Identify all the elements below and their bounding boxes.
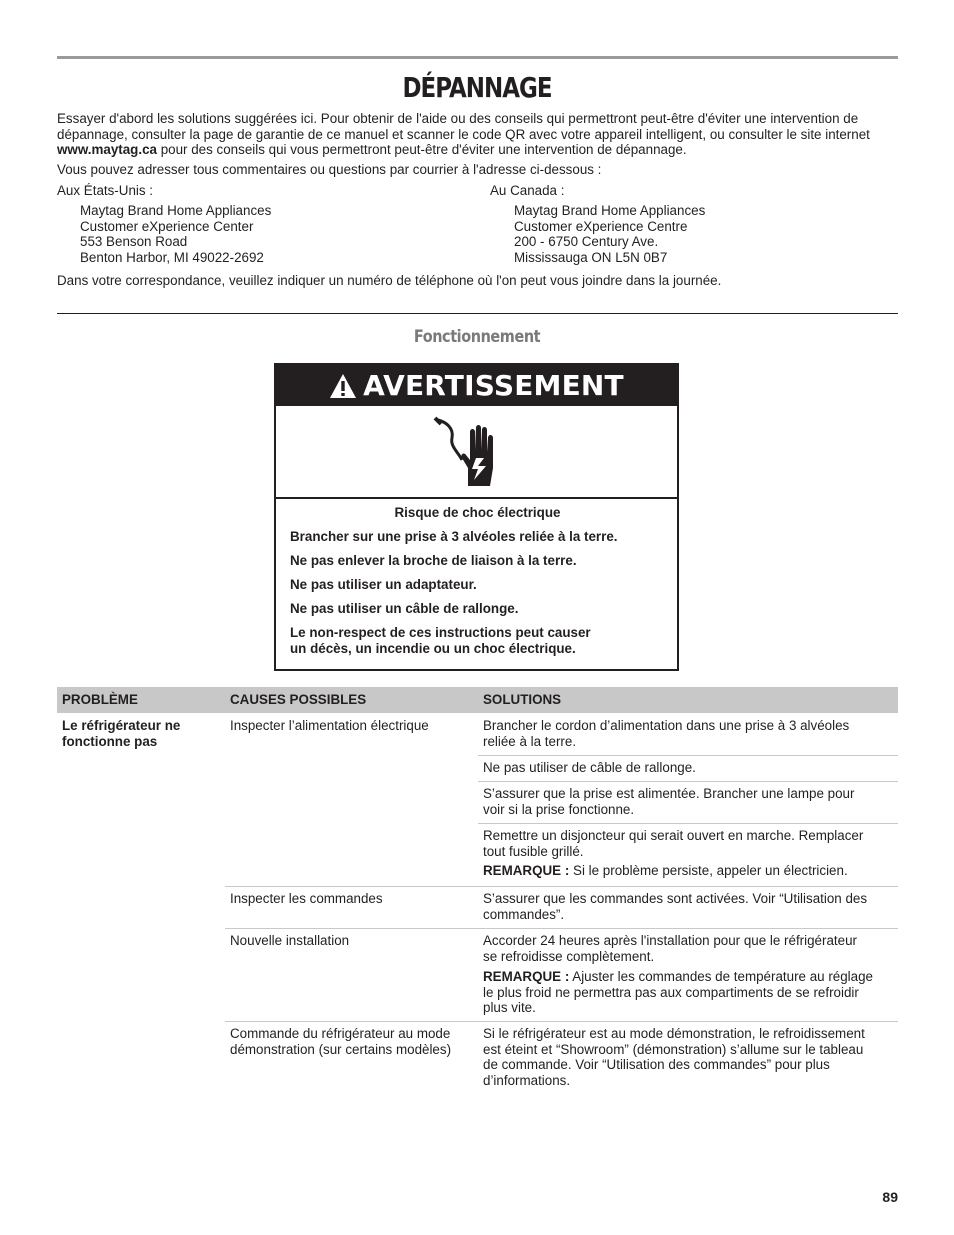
header-causes: CAUSES POSSIBLES bbox=[230, 692, 367, 707]
page-number: 89 bbox=[882, 1189, 898, 1205]
row-divider bbox=[478, 755, 898, 756]
cause-demo bbox=[230, 1026, 451, 1057]
ca-address bbox=[514, 203, 705, 265]
section-rule bbox=[57, 313, 898, 314]
mail-intro: Vous pouvez adresser tous commentaires ou questions par courrier à l'adresse ci-dessous : bbox=[57, 162, 602, 177]
ca-address-line: 200 - 6750 Century Ave. bbox=[514, 234, 659, 250]
solution-power-3 bbox=[483, 786, 854, 817]
solution-demo bbox=[483, 1026, 865, 1088]
us-address-label: Aux États-Unis : bbox=[57, 183, 153, 198]
ca-address-label: Au Canada : bbox=[490, 183, 565, 198]
warning-consequence-1: Le non-respect de ces instructions peut causer bbox=[290, 624, 591, 640]
row-divider bbox=[225, 928, 898, 929]
note-text: plus vite. bbox=[483, 1000, 536, 1016]
website-link[interactable]: www.maytag.ca bbox=[57, 142, 157, 158]
header-problem: PROBLÈME bbox=[62, 692, 138, 707]
intro-text-b: pour des conseils qui vous permettront peut-être d'éviter une intervention de dépannage. bbox=[156, 142, 687, 158]
solution-text: S’assurer que les commandes sont activées. Voir “Utilisation des bbox=[483, 891, 868, 906]
electric-shock-hand-icon bbox=[432, 416, 502, 488]
ca-address-line: Customer eXperience Centre bbox=[514, 218, 688, 234]
warning-line: Ne pas enlever la broche de liaison à la terre. bbox=[290, 552, 577, 568]
us-address-line: Benton Harbor, MI 49022-2692 bbox=[80, 249, 264, 265]
problem-text-1: Le réfrigérateur ne bbox=[62, 718, 181, 733]
section-heading: Fonctionnement bbox=[413, 327, 541, 347]
note-text: Si le problème persiste, appeler un électricien. bbox=[569, 863, 848, 879]
cause-controls: Inspecter les commandes bbox=[230, 891, 383, 906]
header-solutions: SOLUTIONS bbox=[483, 692, 562, 707]
cause-text: Commande du réfrigérateur au mode bbox=[230, 1026, 451, 1041]
problem-cell bbox=[62, 718, 180, 749]
note-label: REMARQUE : bbox=[483, 969, 570, 985]
row-divider bbox=[225, 886, 898, 887]
warning-text bbox=[290, 505, 665, 656]
note-label: REMARQUE : bbox=[483, 863, 570, 879]
solution-controls bbox=[483, 891, 867, 922]
solution-text: tout fusible grillé. bbox=[483, 843, 584, 859]
correspondence-note: Dans votre correspondance, veuillez indiquer un numéro de téléphone où l'on peut vous joindre dans la journée. bbox=[57, 273, 722, 288]
warning-consequence bbox=[290, 625, 665, 656]
intro-paragraph bbox=[57, 111, 902, 158]
row-divider bbox=[478, 781, 898, 782]
problem-text-2: fonctionne pas bbox=[62, 733, 158, 749]
solution-text: S’assurer que la prise est alimentée. Brancher une lampe pour bbox=[483, 786, 855, 801]
intro-text-a: Essayer d'abord les solutions suggérées ici. Pour obtenir de l'aide ou des conseils qui permettront peut-être d'éviter une intervention de dépannage, consulter la page de garantie de ce manuel et scanner le code QR avec votre appareil intelligent, ou consulter le site internet bbox=[57, 111, 870, 142]
ca-address-line: Mississauga ON L5N 0B7 bbox=[514, 249, 668, 265]
warning-line: Ne pas utiliser un adaptateur. bbox=[290, 576, 477, 592]
warning-title: AVERTISSEMENT bbox=[363, 368, 624, 402]
us-address bbox=[80, 203, 271, 265]
solution-text: reliée à la terre. bbox=[483, 733, 577, 749]
cause-install: Nouvelle installation bbox=[230, 933, 350, 948]
solution-text: Si le réfrigérateur est au mode démonstration, le refroidissement bbox=[483, 1026, 865, 1041]
note-text: le plus froid ne permettra pas aux compartiments de se refroidir bbox=[483, 984, 859, 1000]
note bbox=[483, 969, 873, 1016]
warning-box bbox=[274, 363, 679, 671]
solution-text: se refroidisse complètement. bbox=[483, 948, 655, 964]
top-rule bbox=[57, 56, 898, 59]
solution-text: de commande. Voir “Utilisation des commandes” pour plus bbox=[483, 1057, 830, 1073]
warning-header bbox=[276, 365, 677, 406]
solution-power-4 bbox=[483, 828, 863, 879]
warning-consequence-2: un décès, un incendie ou un choc électrique. bbox=[290, 640, 576, 656]
us-address-line: Maytag Brand Home Appliances bbox=[80, 203, 272, 218]
solution-text: Brancher le cordon d’alimentation dans une prise à 3 alvéoles bbox=[483, 718, 850, 733]
cause-power: Inspecter l’alimentation électrique bbox=[230, 718, 429, 733]
solution-power-2: Ne pas utiliser de câble de rallonge. bbox=[483, 760, 696, 775]
solution-text: d’informations. bbox=[483, 1072, 571, 1088]
solution-text: est éteint et “Showroom” (démonstration) s’allume sur le tableau bbox=[483, 1041, 864, 1057]
solution-text: commandes”. bbox=[483, 906, 565, 922]
us-address-line: 553 Benson Road bbox=[80, 234, 188, 250]
solution-text: Remettre un disjoncteur qui serait ouvert en marche. Remplacer bbox=[483, 828, 864, 843]
note bbox=[483, 863, 863, 879]
us-address-line: Customer eXperience Center bbox=[80, 218, 254, 234]
page-title: DÉPANNAGE bbox=[402, 71, 552, 104]
ca-address-line: Maytag Brand Home Appliances bbox=[514, 203, 706, 218]
warning-pictogram bbox=[276, 406, 677, 499]
warning-triangle-icon bbox=[329, 373, 357, 399]
row-divider bbox=[225, 1021, 898, 1022]
note-text: Ajuster les commandes de température au réglage bbox=[569, 969, 873, 985]
row-divider bbox=[478, 823, 898, 824]
table-header bbox=[57, 687, 898, 713]
solution-install bbox=[483, 933, 873, 1016]
hazard-title: Risque de choc électrique bbox=[394, 505, 561, 520]
warning-line: Brancher sur une prise à 3 alvéoles reliée à la terre. bbox=[290, 528, 618, 544]
solution-text: Accorder 24 heures après l'installation pour que le réfrigérateur bbox=[483, 933, 857, 948]
cause-text: démonstration (sur certains modèles) bbox=[230, 1041, 452, 1057]
solution-power-1 bbox=[483, 718, 849, 749]
warning-line: Ne pas utiliser un câble de rallonge. bbox=[290, 600, 519, 616]
solution-text: voir si la prise fonctionne. bbox=[483, 801, 635, 817]
